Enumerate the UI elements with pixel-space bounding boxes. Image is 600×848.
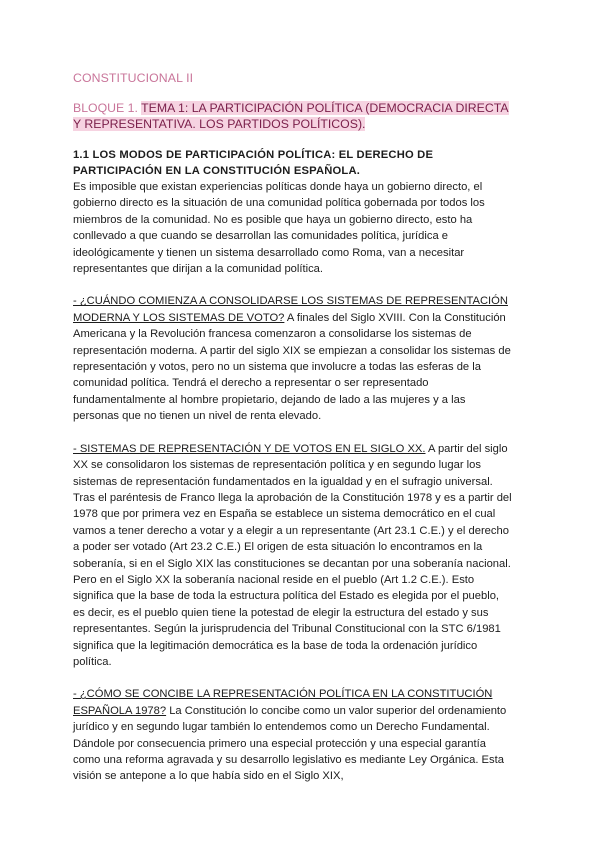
paragraph-representation-origin	[73, 293, 512, 424]
paragraph-question: - SISTEMAS DE REPRESENTACIÓN Y DE VOTOS EN EL SIGLO XX.	[73, 442, 426, 455]
paragraph-question: - ¿CUÁNDO COMIENZA A CONSOLIDARSE LOS SISTEMAS DE REPRESENTACIÓN MODERNA Y LOS SISTEMAS DE VOTO?	[73, 295, 508, 324]
paragraph-text: A partir del siglo XX se consolidaron los sistemas de representación política y en segundo lugar los sistemas de representación fundamentados en la igualdad y en el sufragio universal. Tras el paréntesis de Franco llega la aprobación de la Constitución 1978 y es a partir del 1978 que por primera vez en España se establece un sistema democrático en el cual vamos a tener derecho a votar y a elegir a un representante (Art 23.1 C.E.) y el derecho a poder ser votado (Art 23.2 C.E.) El origen de esta situación lo encontramos en la soberanía, si en el Siglo XIX las constituciones se decantan por una soberanía nacional. Pero en el Siglo XX la soberanía nacional reside en el pueblo (Art 1.2 C.E.). Esto significa que la base de toda la estructura política del Estado es elegida por el pueblo, es decir, es el pueblo quien tiene la potestad de elegir la estructura del estado y sus representantes. Según la jurisprudencia del Tribunal Constitucional con la STC 6/1981 significa que la legitimación democrática es la base de toda la ordenación jurídico política.	[73, 442, 512, 668]
paragraph-gap	[73, 425, 512, 441]
paragraph-constitution-1978	[73, 686, 512, 784]
paragraph-gap	[73, 277, 512, 293]
block-title	[73, 100, 512, 132]
paragraph-twentieth-century	[73, 441, 512, 671]
block-label: BLOQUE 1.	[73, 101, 138, 115]
paragraph-gap	[73, 670, 512, 686]
section-intro: Es imposible que existan experiencias políticas donde haya un gobierno directo, el gobierno directo es la situación de una comunidad política gobernada por todos los miembros de la comunidad. No es posible que haya un gobierno directo, esto ha conllevado a que cuando se desarrollan las comunidades política, jurídica e ideológicamente y tienen un sistema desarrollado como Roma, van a necesitar representantes que dirijan a la comunidad política.	[73, 181, 485, 276]
block-topic: TEMA 1: LA PARTICIPACIÓN POLÍTICA (DEMOCRACIA DIRECTA Y REPRESENTATIVA. LOS PARTIDOS POLÍTICOS).	[73, 101, 509, 131]
paragraph-question: - ¿CÓMO SE CONCIBE LA REPRESENTACIÓN POLÍTICA EN LA CONSTITUCIÓN ESPAÑOLA 1978?	[73, 688, 493, 717]
paragraph-text: A finales del Siglo XVIII. Con la Constitución Americana y la Revolución francesa comenzaron a consolidarse los sistemas de representación moderna. A partir del siglo XIX se empiezan a consolidar los sistemas de representación y votos, pero no un sistema que involucre a todas las esferas de la comunidad política. Tendrá el derecho a representar o ser representado fundamentalmente al hombre propietario, dejando de lado a las mujeres y a las personas que no tienen un nivel de renta elevado.	[73, 311, 511, 423]
paragraph-text: La Constitución lo concibe como un valor superior del ordenamiento jurídico y en segundo lugar también lo entendemos como un Derecho Fundamental. Dándole por consecuencia primero una especial protección y una especial garantía como una reforma agravada y su desarrollo legislativo es mediante Ley Orgánica. Esta visión se antepone a lo que había sido en el Siglo XIX,	[73, 704, 507, 783]
course-title: CONSTITUCIONAL II	[73, 71, 194, 85]
section-heading: 1.1 LOS MODOS DE PARTICIPACIÓN POLÍTICA: EL DERECHO DE PARTICIPACIÓN EN LA CONSTITUCIÓN ESPAÑOLA.	[73, 149, 434, 177]
